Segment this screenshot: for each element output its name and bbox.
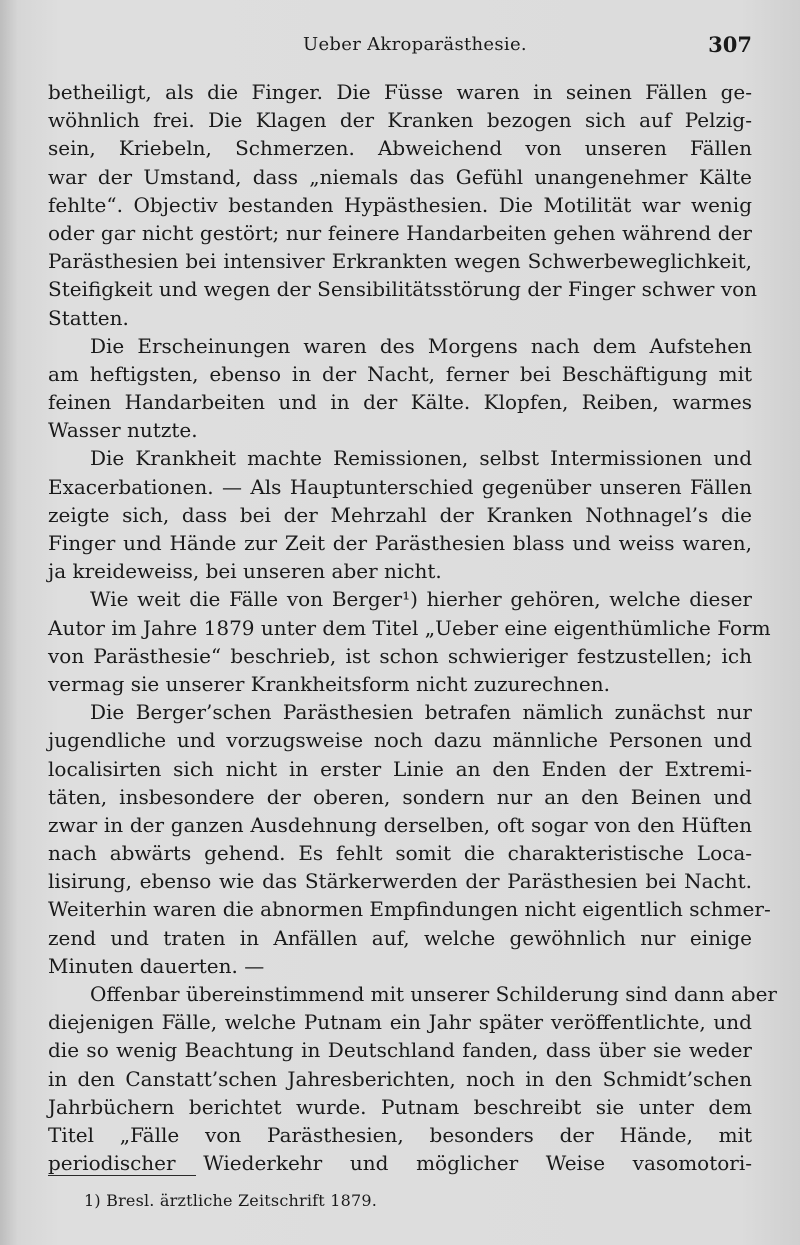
text-line: war der Umstand, dass „niemals das Gefühl unangenehmer Kälte (48, 164, 752, 189)
text-line: wöhnlich frei. Die Klagen der Kranken bezogen sich auf Pelzig- (48, 108, 752, 133)
text-line: diejenigen Fälle, welche Putnam ein Jahr später veröffentlichte, und (48, 1010, 752, 1035)
text-line: Finger und Hände zur Zeit der Parästhesien blass und weiss waren, (48, 531, 752, 555)
text-line: Minuten dauerten. — (48, 953, 265, 978)
text-line: Exacerbationen. — Als Hauptunterschied gegenüber unseren Fällen (48, 474, 752, 499)
text-line: oder gar nicht gestört; nur feinere Handarbeiten gehen während der (48, 220, 752, 245)
text-line: zend und traten in Anfällen auf, welche gewöhnlich nur einige (48, 925, 752, 950)
text-line: localisirten sich nicht in erster Linie an den Enden der Extremi- (48, 756, 752, 781)
text-line: fehlte“. Objectiv bestanden Hypästhesien. Die Motilität war wenig (48, 192, 752, 217)
text-line: Jahrbüchern berichtet wurde. Putnam beschreibt sie unter dem (48, 1094, 752, 1119)
running-title: Ueber Akroparästhesie. (303, 34, 527, 55)
text-line: periodischer Wiederkehr und möglicher Weise vasomotori- (48, 1151, 752, 1176)
text-line: am heftigsten, ebenso in der Nacht, ferner bei Beschäftigung mit (48, 361, 752, 386)
text-line: nach abwärts gehend. Es fehlt somit die charakteristische Loca- (48, 841, 752, 866)
text-line: jugendliche und vorzugsweise noch dazu männliche Personen und (48, 728, 752, 753)
text-line: Die Erscheinungen waren des Morgens nach dem Aufstehen (90, 333, 752, 358)
text-line: Statten. (48, 305, 129, 330)
text-line: sein, Kriebeln, Schmerzen. Abweichend von unseren Fällen (48, 136, 752, 161)
body-text (48, 78, 777, 1177)
text-line: Titel „Fälle von Parästhesien, besonders der Hände, mit (48, 1122, 752, 1147)
footnote: 1) Bresl. ärztliche Zeitschrift 1879. (84, 1191, 378, 1210)
text-line: zeigte sich, dass bei der Mehrzahl der Kranken Nothnagel’s die (48, 502, 752, 527)
text-line: ja kreideweiss, bei unseren aber nicht. (48, 559, 442, 584)
text-line: Parästhesien bei intensiver Erkrankten wegen Schwerbeweglichkeit, (48, 249, 752, 274)
text-line: feinen Handarbeiten und in der Kälte. Klopfen, Reiben, warmes (48, 390, 752, 415)
text-line: täten, insbesondere der oberen, sondern nur an den Beinen und (48, 784, 752, 809)
text-line: betheiligt, als die Finger. Die Füsse waren in seinen Fällen ge- (48, 80, 752, 104)
page-header (48, 30, 752, 60)
text-line: Die Krankheit machte Remissionen, selbst Intermissionen und (90, 446, 752, 471)
text-line: Steifigkeit und wegen der Sensibilitätsstörung der Finger schwer von (48, 277, 758, 302)
text-line: Weiterhin waren die abnormen Empfindungen nicht eigentlich schmer- (48, 897, 771, 922)
text-line: vermag sie unserer Krankheitsform nicht zuzurechnen. (48, 671, 610, 696)
text-line: Offenbar übereinstimmend mit unserer Schilderung sind dann aber (90, 982, 777, 1006)
text-line: die so wenig Beachtung in Deutschland fanden, dass über sie weder (48, 1038, 752, 1063)
text-line: Wasser nutzte. (48, 418, 198, 443)
text-line: lisirung, ebenso wie das Stärkerwerden der Parästhesien bei Nacht. (48, 869, 752, 894)
text-line: Die Berger’schen Parästhesien betrafen nämlich zunächst nur (90, 700, 752, 725)
text-line: Autor im Jahre 1879 unter dem Titel „Ueber eine eigenthümliche Form (48, 615, 771, 640)
page-number: 307 (708, 32, 752, 57)
text-line: Wie weit die Fälle von Berger¹) hierher gehören, welche dieser (90, 587, 752, 612)
text-line: in den Canstatt’schen Jahresberichten, noch in den Schmidt’schen (48, 1066, 752, 1091)
footnote-divider (48, 1175, 196, 1176)
text-line: zwar in der ganzen Ausdehnung derselben, oft sogar von den Hüften (48, 812, 752, 837)
text-line: von Parästhesie“ beschrieb, ist schon schwieriger festzustellen; ich (48, 643, 752, 668)
